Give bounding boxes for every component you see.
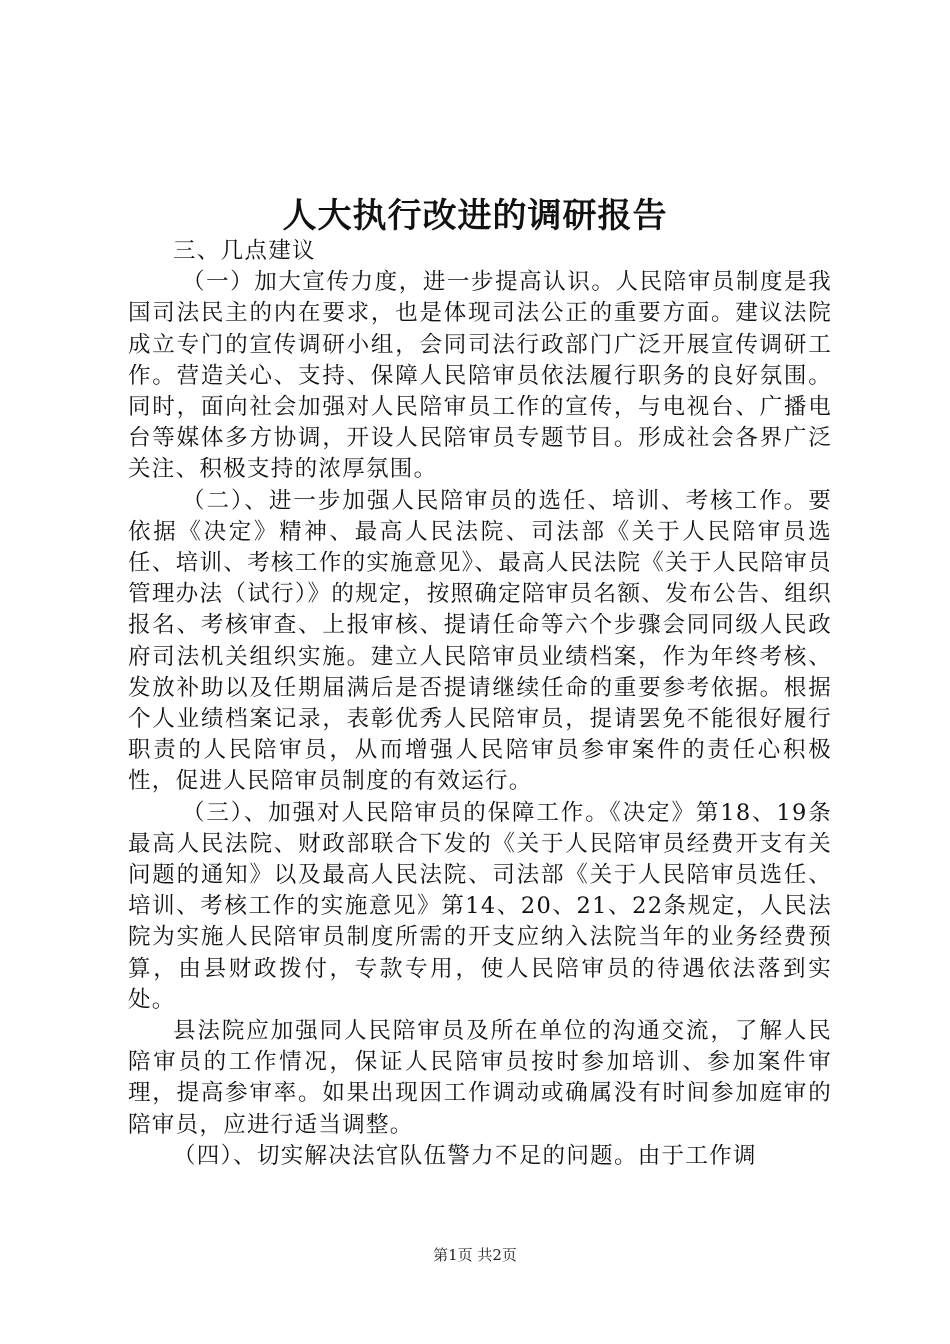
section-heading: 三、几点建议 bbox=[173, 238, 316, 264]
document-title: 人大执行改进的调研报告 bbox=[282, 196, 668, 236]
page-footer: 第1页 共2页 bbox=[433, 1246, 517, 1264]
paragraph-3: （三）、加强对人民陪审员的保障工作。《决定》第18、19条最高人民法院、财政部联合下发的《关于人民陪审员经费开支有关问题的通知》以及最高人民法院、司法部《关于人民陪审员选任、培训、考核工作的实施意见》第14、20、21、22条规定，人民法院为实施人民陪审员制度所需的开支应纳入法院当年的业务经费预算，由县财政拨付，专款专用，使人民陪审员的待遇依法落到实处。 bbox=[128, 799, 832, 1013]
paragraph-1: （一）加大宣传力度，进一步提高认识。人民陪审员制度是我国司法民主的内在要求，也是体现司法公正的重要方面。建议法院成立专门的宣传调研小组，会同司法行政部门广泛开展宣传调研工作。营造关心、支持、保障人民陪审员依法履行职务的良好氛围。同时，面向社会加强对人民陪审员工作的宣传，与电视台、广播电台等媒体多方协调，开设人民陪审员专题节目。形成社会各界广泛关注、积极支持的浓厚氛围。 bbox=[128, 269, 832, 483]
paragraph-5: （四）、切实解决法官队伍警力不足的问题。由于工作调 bbox=[173, 1142, 757, 1169]
paragraph-4: 县法院应加强同人民陪审员及所在单位的沟通交流，了解人民陪审员的工作情况，保证人民陪审员按时参加培训、参加案件审理，提高参审率。如果出现因工作调动或确属没有时间参加庭审的陪审员，应进行适当调整。 bbox=[128, 1018, 832, 1138]
paragraph-2: （二）、进一步加强人民陪审员的选任、培训、考核工作。要依据《决定》精神、最高人民法院、司法部《关于人民陪审员选任、培训、考核工作的实施意见》、最高人民法院《关于人民陪审员管理办法（试行）》的规定，按照确定陪审员名额、发布公告、组织报名、考核审查、上报审核、提请任命等六个步骤会同同级人民政府司法机关组织实施。建立人民陪审员业绩档案，作为年终考核、发放补助以及任期届满后是否提请继续任命的重要参考依据。根据个人业绩档案记录，表彰优秀人民陪审员，提请罢免不能很好履行职责的人民陪审员，从而增强人民陪审员参审案件的责任心积极性，促进人民陪审员制度的有效运行。 bbox=[128, 487, 832, 795]
document-body bbox=[128, 236, 832, 1172]
